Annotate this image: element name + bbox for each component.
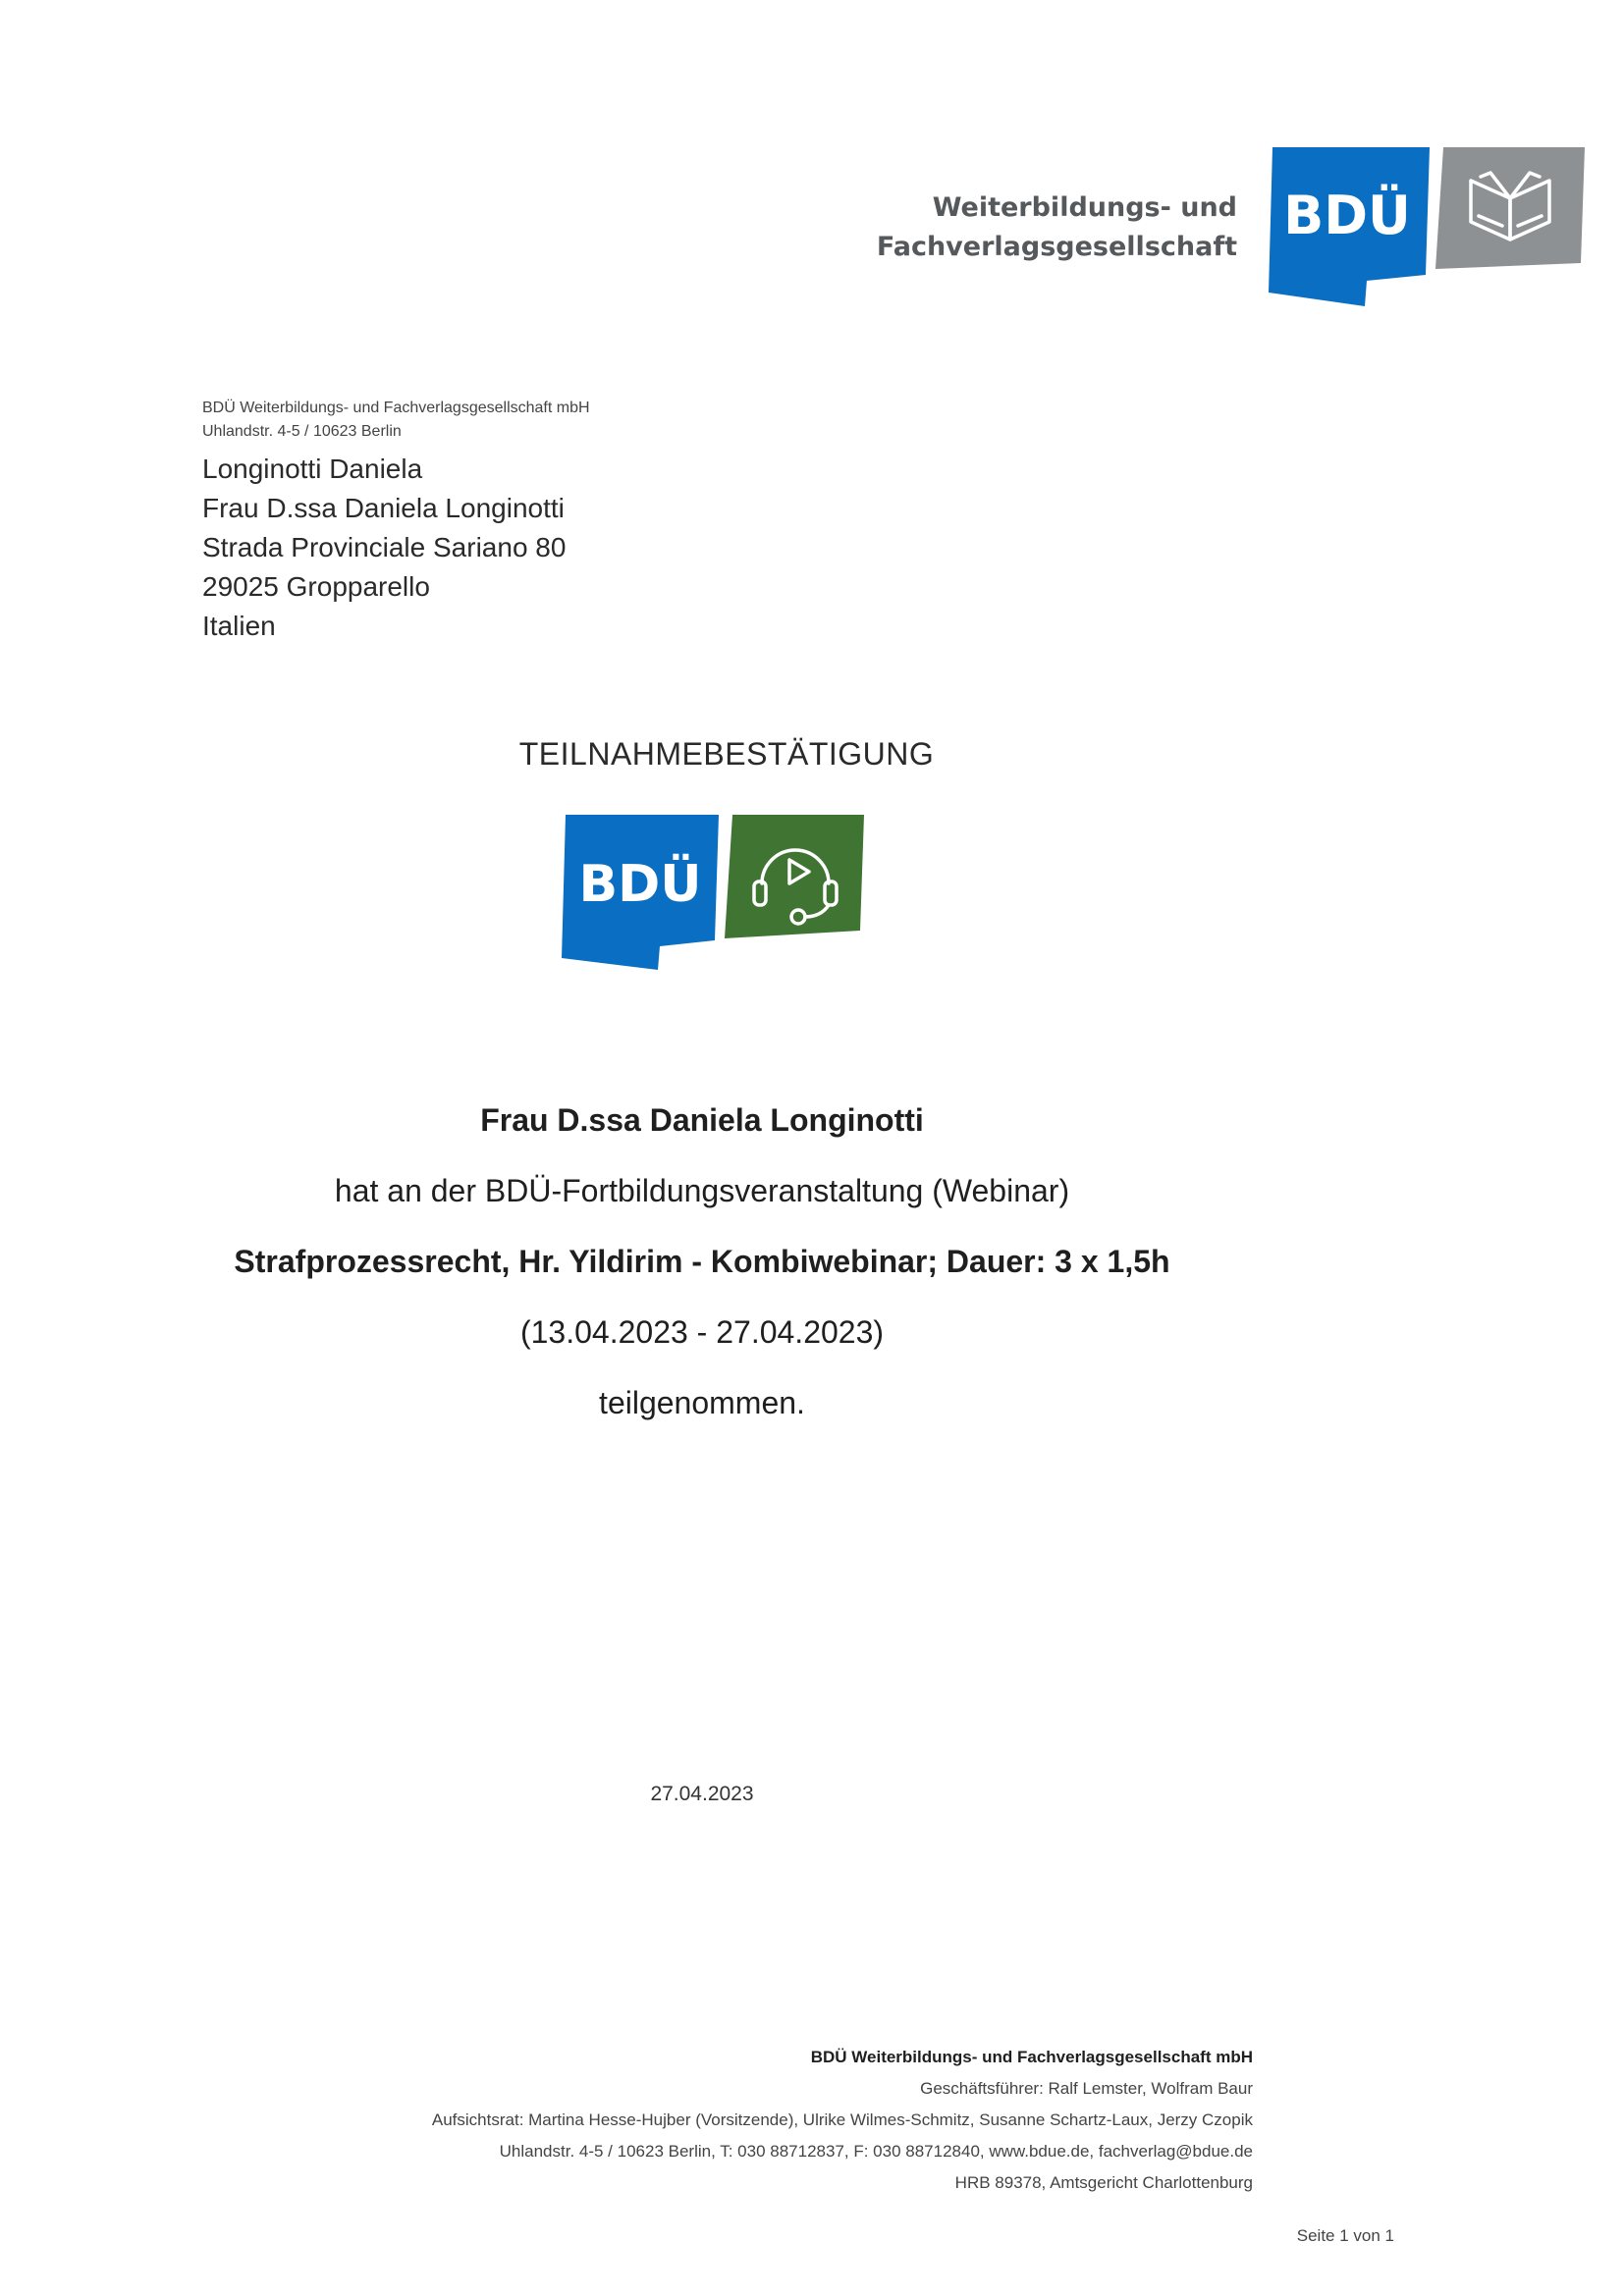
- recipient-line: 29025 Gropparello: [202, 571, 430, 602]
- recipient-line: Frau D.ssa Daniela Longinotti: [202, 493, 565, 523]
- webinar-logo-green-shape: [725, 815, 864, 938]
- footer-register: HRB 89378, Amtsgericht Charlottenburg: [954, 2173, 1253, 2192]
- header-company-name: [864, 188, 1237, 267]
- sender-line-company: BDÜ Weiterbildungs- und Fachverlagsgesellschaft mbH: [202, 400, 590, 416]
- webinar-logo-text: BDÜ: [578, 855, 702, 914]
- footer: [432, 2042, 1253, 2199]
- participant-name: Frau D.ssa Daniela Longinotti: [480, 1102, 924, 1138]
- issue-date: 27.04.2023: [650, 1783, 754, 1805]
- recipient-address: [202, 450, 566, 646]
- logo-text: BDÜ: [1283, 185, 1411, 246]
- recipient-line: Strada Provinciale Sariano 80: [202, 532, 567, 562]
- sender-address: [202, 397, 590, 444]
- recipient-line: Italien: [202, 611, 276, 641]
- sender-line-street: Uhlandstr. 4-5 / 10623 Berlin: [202, 423, 402, 440]
- course-title: Strafprozessrecht, Hr. Yildirim - Kombiwebinar; Dauer: 3 x 1,5h: [234, 1244, 1170, 1279]
- closing-text: teilgenommen.: [599, 1385, 805, 1420]
- footer-board: Aufsichtsrat: Martina Hesse-Hujber (Vorsitzende), Ulrike Wilmes-Schmitz, Susanne Schartz-Laux, Jerzy Czopik: [431, 2110, 1253, 2129]
- page-number: Seite 1 von 1: [1296, 2226, 1394, 2245]
- footer-company: BDÜ Weiterbildungs- und Fachverlagsgesellschaft mbH: [810, 2048, 1253, 2066]
- document-title: TEILNAHMEBESTÄTIGUNG: [518, 736, 935, 772]
- header-company-line2: Fachverlagsgesellschaft: [876, 232, 1237, 262]
- bdue-header-logo: [1269, 145, 1585, 306]
- header-company-line1: Weiterbildungs- und: [932, 192, 1237, 223]
- intro-text: hat an der BDÜ-Fortbildungsveranstaltung (Webinar): [334, 1173, 1070, 1208]
- bdue-webinar-logo: [562, 815, 864, 970]
- course-dates: (13.04.2023 - 27.04.2023): [519, 1314, 885, 1350]
- footer-contact: Uhlandstr. 4-5 / 10623 Berlin, T: 030 88712837, F: 030 88712840, www.bdue.de, fachverlag@bdue.de: [499, 2142, 1253, 2161]
- recipient-line: Longinotti Daniela: [202, 454, 423, 484]
- footer-managers: Geschäftsführer: Ralf Lemster, Wolfram Baur: [920, 2079, 1253, 2098]
